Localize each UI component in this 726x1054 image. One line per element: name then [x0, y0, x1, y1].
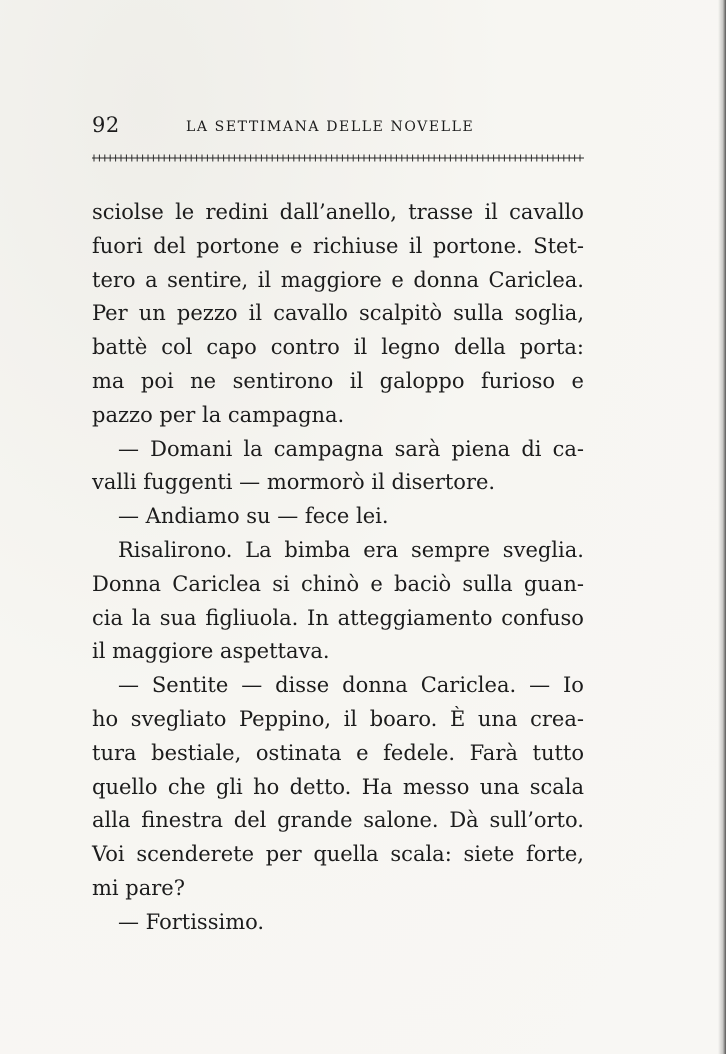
text-line: valli fuggenti — mormorò il disertore. [92, 470, 496, 495]
text-line: alla finestra del grande salone. Dà sull’orto. [92, 808, 584, 833]
text-line: il maggiore aspettava. [92, 639, 330, 664]
page-edge-shadow [718, 0, 726, 1054]
text-line: tura bestiale, ostinata e fedele. Farà tutto [92, 740, 584, 765]
text-line: — Fortissimo. [118, 909, 265, 934]
text-line: — Domani la campagna sarà piena di ca- [118, 436, 584, 461]
text-line: — Andiamo su — fece lei. [118, 504, 389, 529]
running-title: LA SETTIMANA DELLE NOVELLE [186, 119, 475, 135]
text-line: quello che gli ho detto. Ha messo una scala [92, 774, 584, 799]
text-line: mi pare? [92, 875, 185, 900]
page-header [92, 113, 592, 139]
body-text [92, 196, 584, 940]
text-line: cia la sua figliuola. In atteggiamento confuso [92, 605, 584, 630]
text-line: Per un pezzo il cavallo scalpitò sulla soglia, [92, 301, 584, 326]
text-line: battè col capo contro il legno della porta: [92, 335, 584, 360]
text-line: Voi scenderete per quella scala: siete forte, [92, 842, 584, 867]
ornamental-rule [92, 153, 584, 163]
text-line: Risalirono. La bimba era sempre sveglia. [118, 537, 584, 562]
text-line: Donna Cariclea si chinò e baciò sulla guan- [92, 571, 584, 596]
page-number: 92 [92, 113, 120, 137]
text-line: ma poi ne sentirono il galoppo furioso e [92, 368, 584, 393]
text-line: — Sentite — disse donna Cariclea. — Io [118, 673, 584, 698]
text-line: pazzo per la campagna. [92, 402, 345, 427]
text-line: tero a sentire, il maggiore e donna Cariclea. [92, 267, 584, 292]
text-line: ho svegliato Peppino, il boaro. È una crea- [92, 706, 584, 731]
text-line: fuori del portone e richiuse il portone. Stet- [92, 233, 584, 258]
text-line: sciolse le redini dall’anello, trasse il cavallo [92, 200, 584, 224]
